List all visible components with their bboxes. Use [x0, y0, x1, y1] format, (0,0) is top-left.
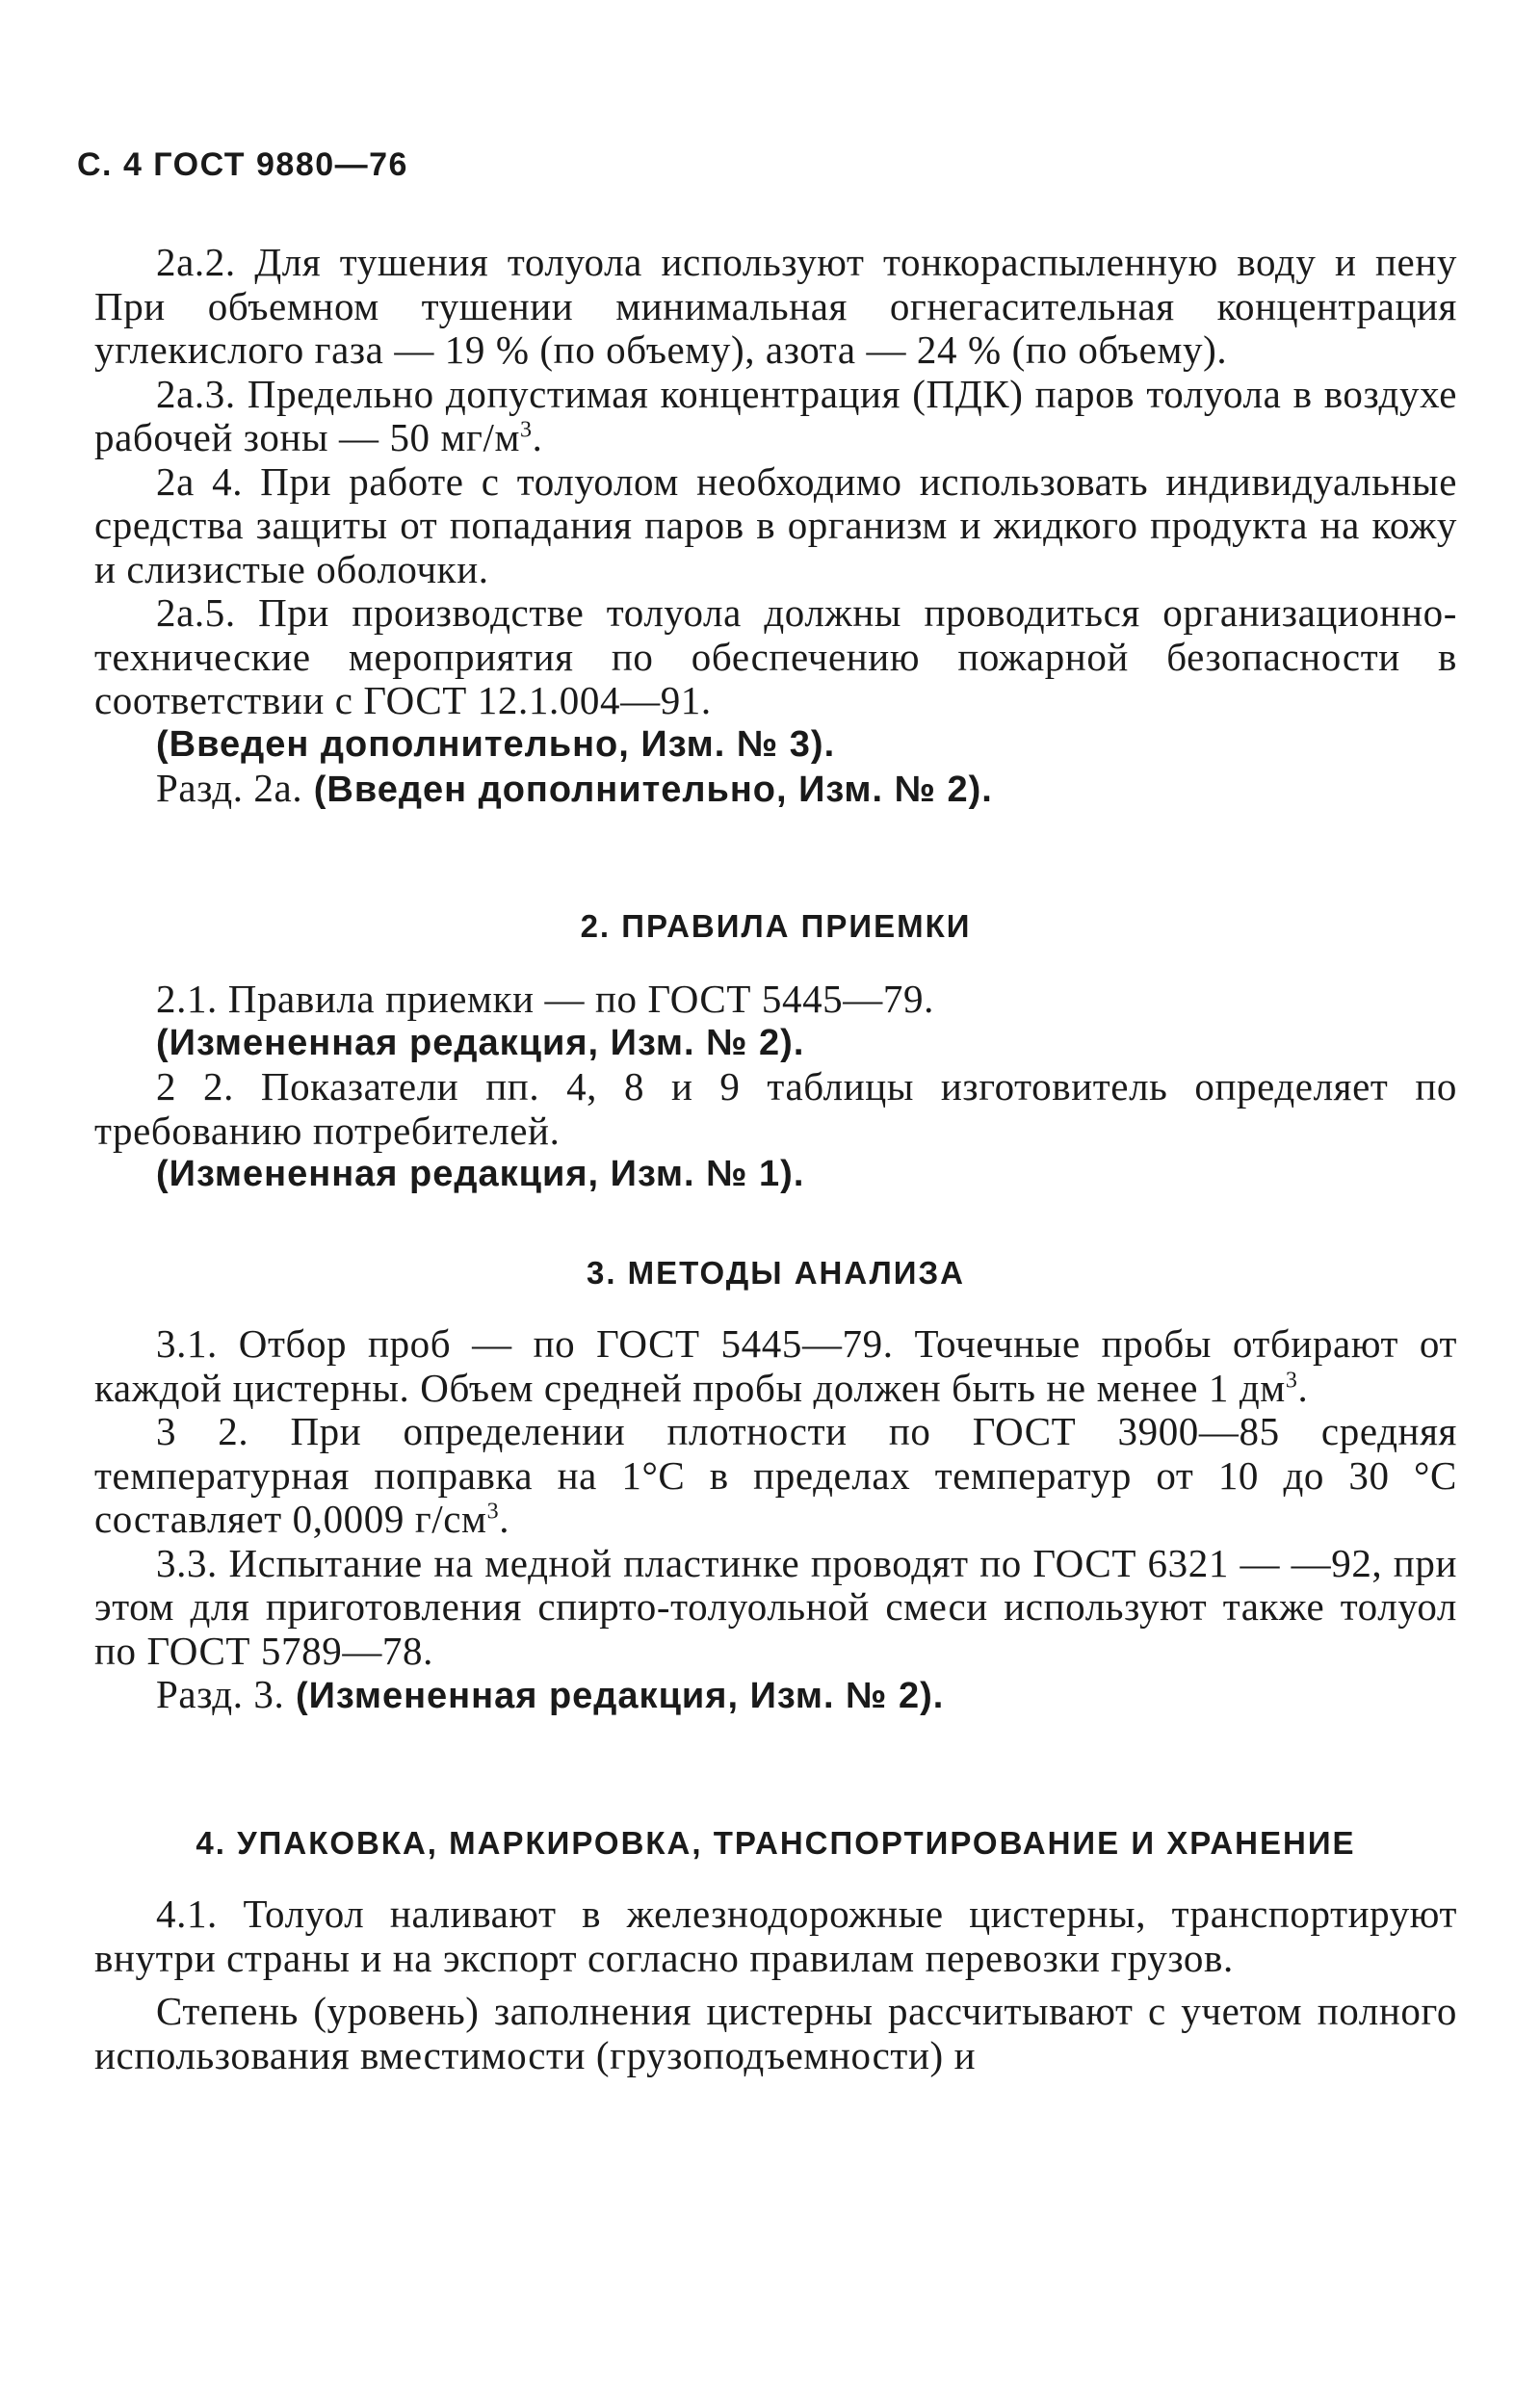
- page-header: С. 4 ГОСТ 9880—76: [77, 146, 408, 183]
- paragraph-4-1: 4.1. Толуол наливают в железнодорожные цистерны, транспортируют внутри страны и на экспорт согласно правилам перевозки грузов.: [94, 1892, 1457, 1980]
- amendment-note: (Измененная редакция, Изм. № 1).: [156, 1154, 805, 1194]
- section-amendment-note: Разд. 3. (Измененная редакция, Изм. № 2).: [156, 1672, 945, 1716]
- paragraph-2a-3: 2а.3. Предельно допустимая концентрация (ПДК) паров толуола в воздухе рабочей зоны — 50 $мг/м^3$.: [94, 371, 1457, 459]
- section-3-body: [94, 1322, 1457, 1719]
- paragraph-2a-4: 2а 4. При работе с толуолом необходимо использовать индивидуальные средства защиты от попадания паров в организм и жидкого продукта на кожу и слизистые оболочки.: [94, 458, 1457, 591]
- paragraph-2-1: 2.1. Правила приемки — по ГОСТ 5445—79.: [156, 977, 934, 1021]
- paragraph-2a-5: 2а.5. При производстве толуола должны проводиться организационно-технические мероприятия по обеспечению пожарной безопасности в соответствии с ГОСТ 12.1.004—91.: [94, 590, 1457, 722]
- section-title-2: 2. ПРАВИЛА ПРИЕМКИ: [580, 908, 972, 944]
- paragraph-3-2: 3 2. При определении плотности по ГОСТ 3900—85 средняя температурная поправка на 1°С в пределах температур от 10 до 30 °С составляет 0,0009 $г/см^3$.: [94, 1409, 1457, 1541]
- section-2a-body: [94, 241, 1457, 813]
- section-title-3: 3. МЕТОДЫ АНАЛИЗА: [586, 1255, 966, 1291]
- section-2-body: [94, 978, 1457, 1197]
- paragraph-3-1: 3.1. Отбор проб — по ГОСТ 5445—79. Точечные пробы отбирают от каждой цистерны. Объем средней пробы должен быть не менее 1 $дм^3$.: [94, 1321, 1457, 1410]
- paragraph-4-1-cont: Степень (уровень) заполнения цистерны рассчитывают с учетом полного использования вместимости (грузоподъемности) и: [94, 1989, 1457, 2077]
- paragraph-2-2: 2 2. Показатели пп. 4, 8 и 9 таблицы изготовитель определяет по требованию потребителей.: [94, 1064, 1457, 1153]
- section-title-4: 4. УПАКОВКА, МАРКИРОВКА, ТРАНСПОРТИРОВАНИЕ И ХРАНЕНИЕ: [196, 1825, 1356, 1861]
- section-amendment-note: Разд. 2а. (Введен дополнительно, Изм. № 2).: [156, 766, 993, 810]
- paragraph-3-3: 3.3. Испытание на медной пластинке проводят по ГОСТ 6321 — —92, при этом для приготовления спирто-толуольной смеси используют также толуол по ГОСТ 5789—78.: [94, 1540, 1457, 1673]
- section-4-body: [94, 1892, 1457, 2077]
- amendment-note: (Измененная редакция, Изм. № 2).: [156, 1022, 805, 1063]
- paragraph-2a-2: 2а.2. Для тушения толуола используют тонкораспыленную воду и пену При объемном тушении минимальная огнегасительная концентрация углекислого газа — 19 % (по объему), азота — 24 % (по объему).: [94, 240, 1457, 372]
- amendment-note: (Введен дополнительно, Изм. № 3).: [156, 723, 836, 765]
